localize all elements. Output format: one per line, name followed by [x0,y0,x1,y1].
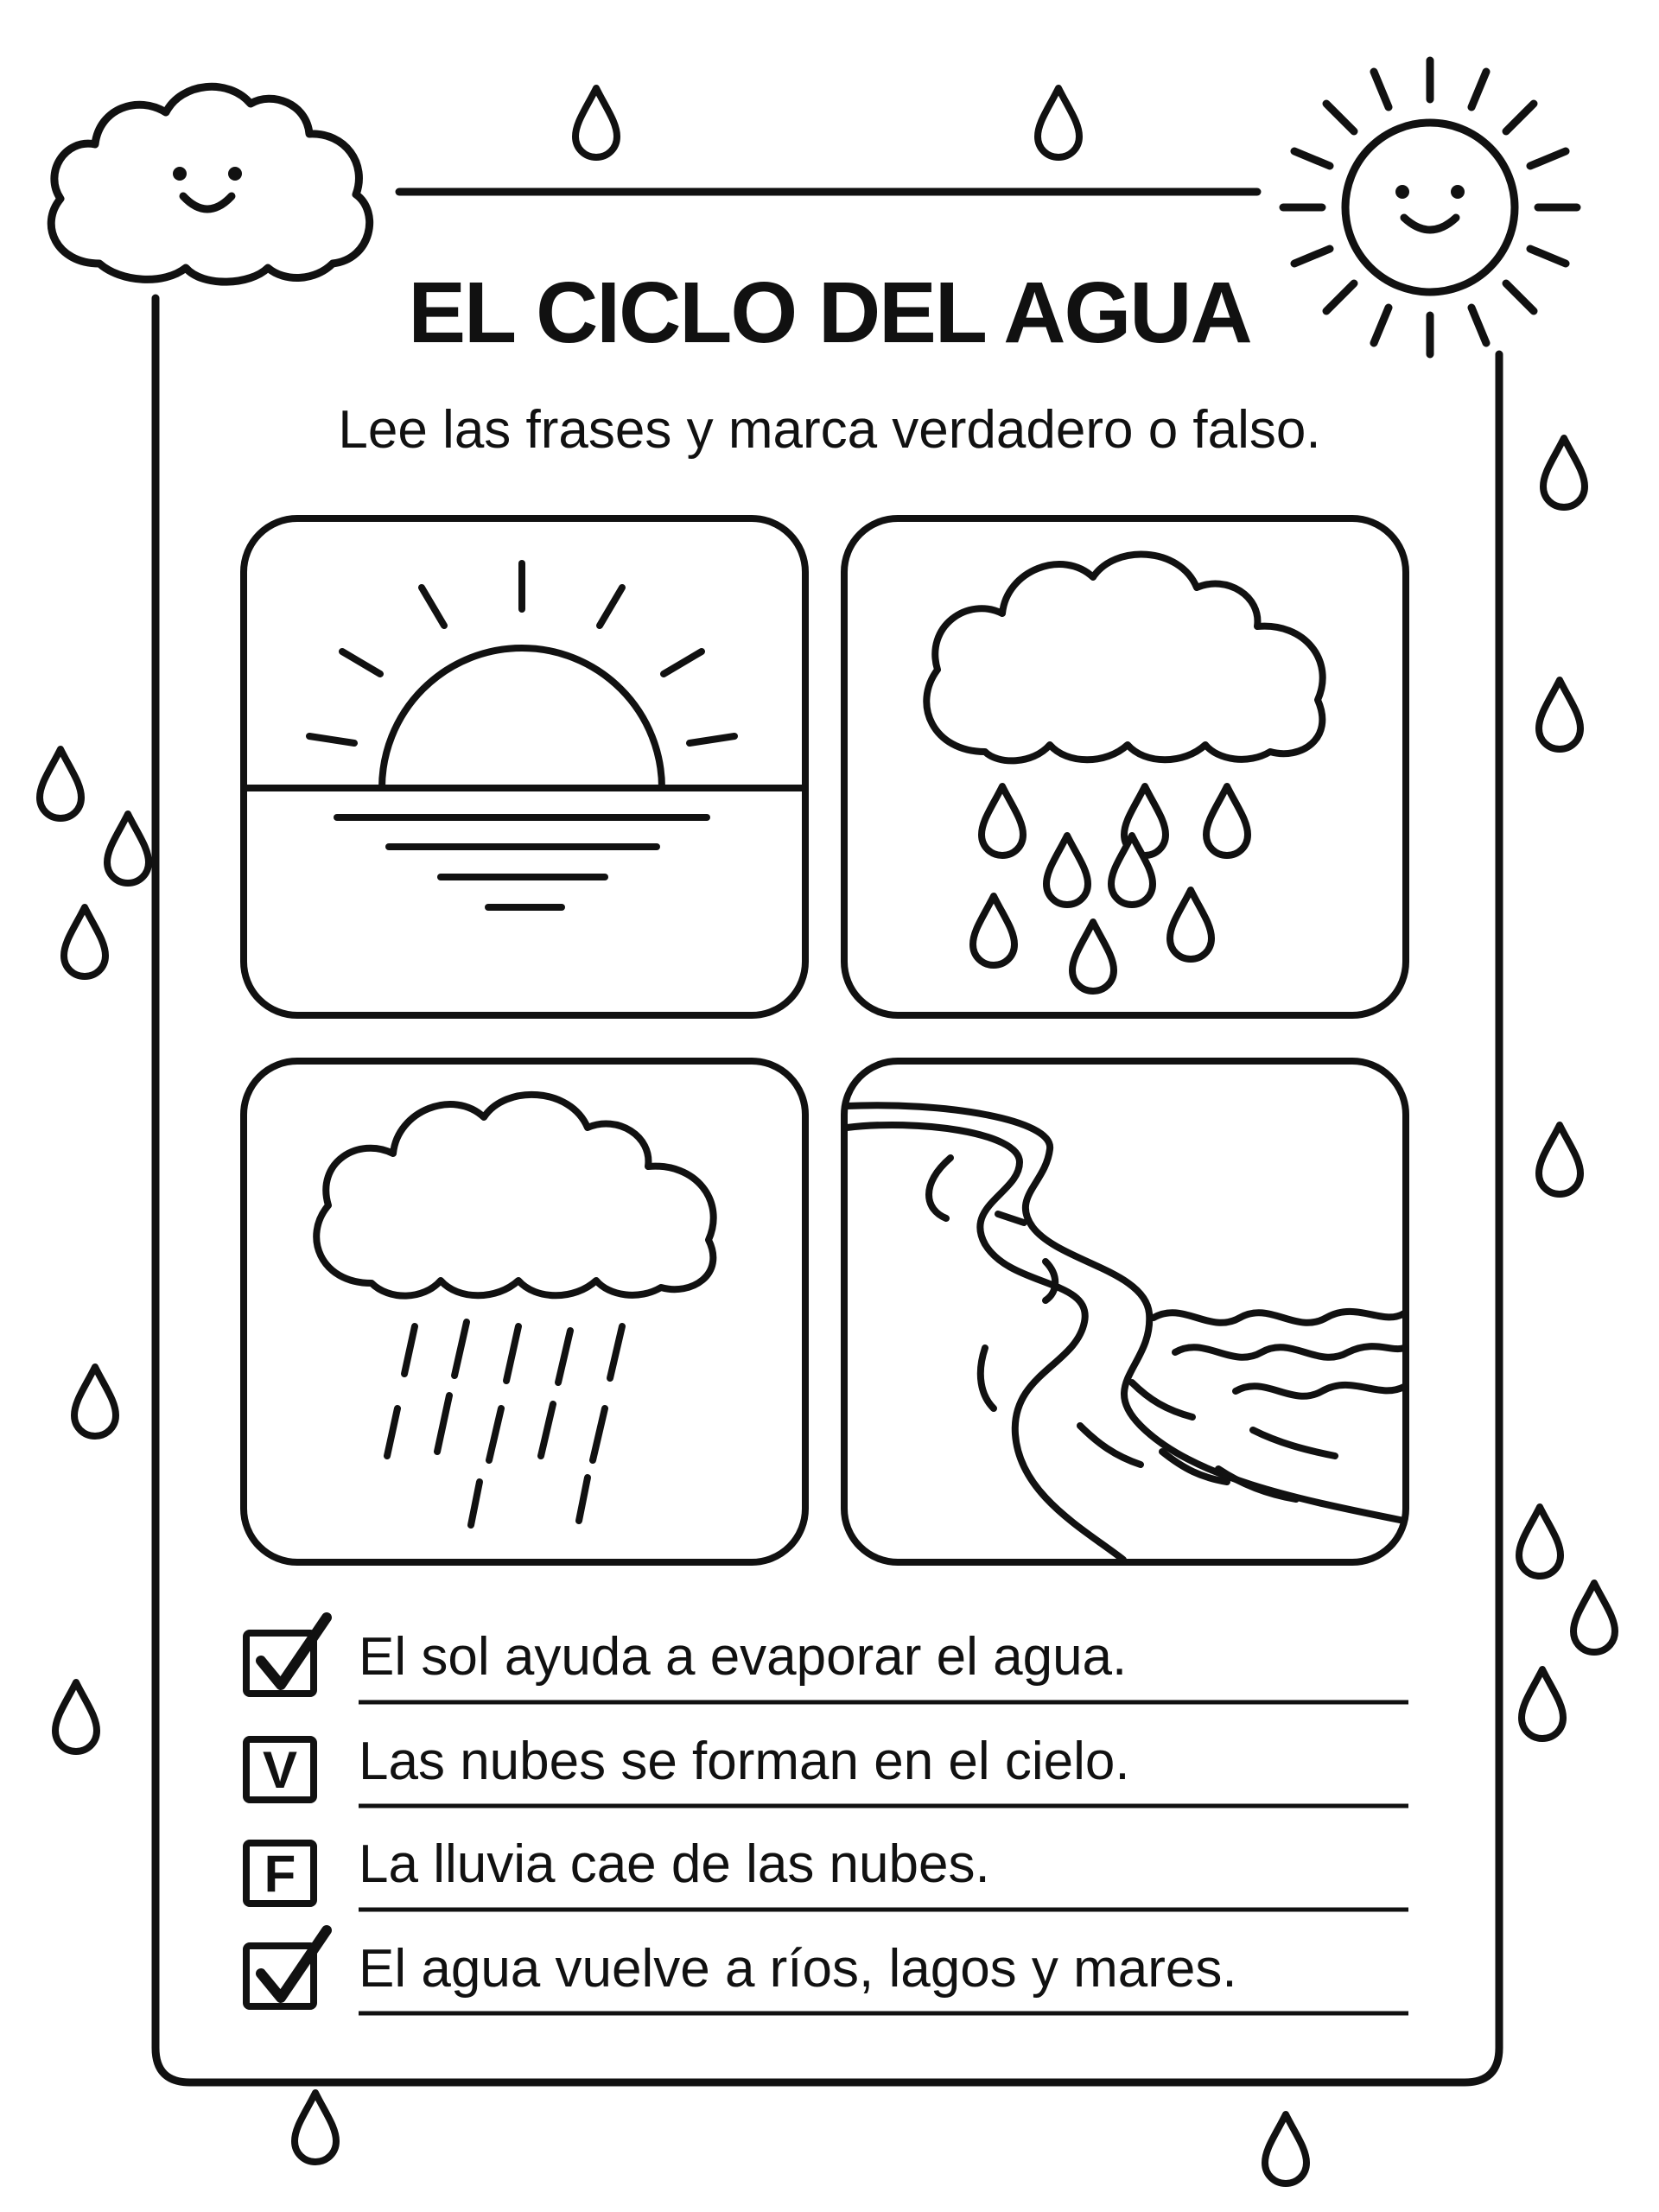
answer-letter-v: V [262,1740,298,1799]
worksheet-title: EL CICLO DEL AGUA [408,264,1251,361]
answer-letter-f: F [264,1844,296,1903]
statement-4: El agua vuelve a ríos, lagos y mares. [359,1939,1237,1999]
answer-box-2[interactable] [246,1739,314,1800]
answer-box-3[interactable] [246,1843,314,1904]
river-to-sea-icon [844,1061,1406,1562]
cloud-with-raindrops-icon [844,518,1406,1015]
sunset-over-water-icon [244,518,805,1015]
statement-1: El sol ayuda a evaporar el agua. [359,1627,1128,1687]
statement-3: La lluvia cae de las nubes. [359,1834,990,1894]
smiling-cloud-icon [51,86,369,282]
cloud-with-rain-icon [244,1061,805,1562]
worksheet-instructions: Lee las frases y marca verdadero o falso. [338,400,1321,460]
statement-2: Las nubes se forman en el cielo. [359,1732,1130,1791]
